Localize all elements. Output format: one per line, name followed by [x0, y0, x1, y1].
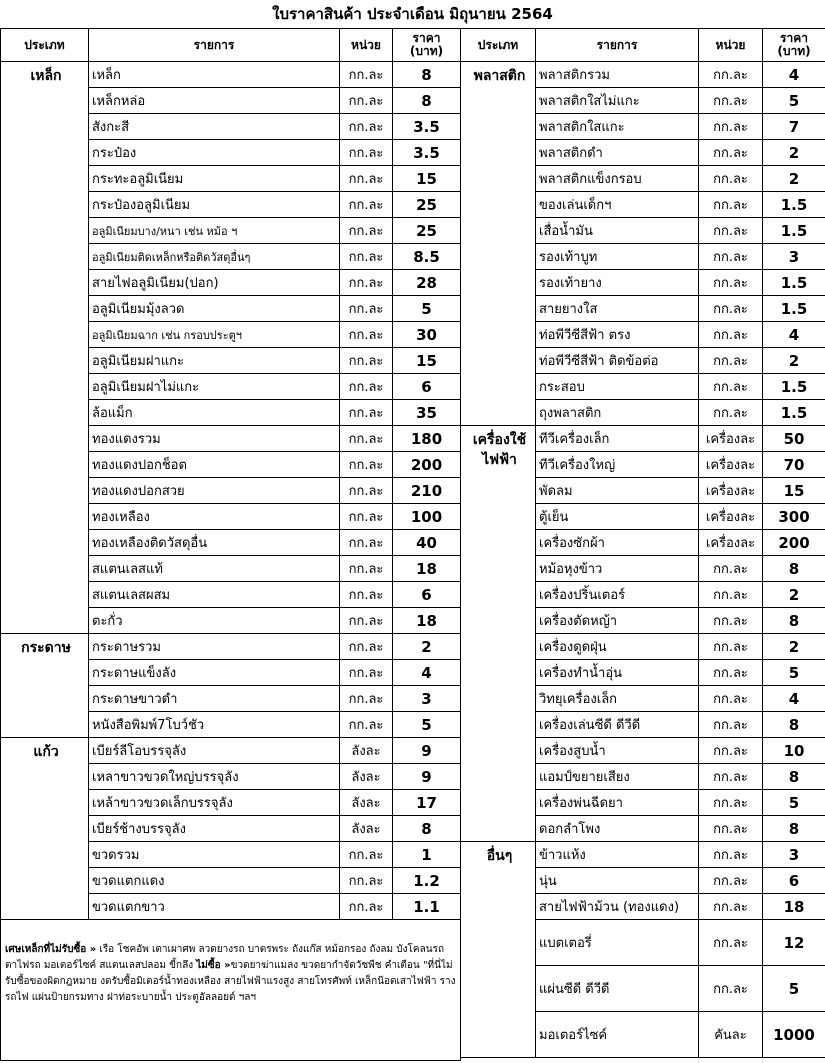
item-price: 8: [763, 712, 825, 738]
category-cell: อื่นๆ: [461, 842, 536, 1058]
item-price: 40: [393, 530, 461, 556]
item-price: 17: [393, 790, 461, 816]
item-price: 25: [393, 192, 461, 218]
item-unit: กก.ละ: [340, 62, 393, 88]
item-price: 180: [393, 426, 461, 452]
item-unit: กก.ละ: [699, 764, 763, 790]
item-price: 28: [393, 270, 461, 296]
item-name: เครื่องทำน้ำอุ่น: [536, 660, 699, 686]
item-name: เครื่องปริ้นเตอร์: [536, 582, 699, 608]
item-name: ขวดแตกขาว: [89, 894, 340, 920]
item-name: เครื่องดูดฝุ่น: [536, 634, 699, 660]
item-name: ทองแดงรวม: [89, 426, 340, 452]
item-name: กระป๋องอลูมิเนียม: [89, 192, 340, 218]
item-price: 4: [763, 62, 825, 88]
item-unit: กก.ละ: [340, 712, 393, 738]
item-unit: กก.ละ: [340, 166, 393, 192]
table-row: [1, 738, 461, 764]
price-header-line2: (บาท): [409, 44, 444, 58]
table-row: [461, 426, 825, 452]
item-name: ทีวีเครื่องเล็ก: [536, 426, 699, 452]
item-name: เหล้าขาวขวดเล็กบรรจุลัง: [89, 790, 340, 816]
notes-cell: [1, 920, 461, 1061]
item-unit: กก.ละ: [699, 712, 763, 738]
item-name: ทองแดงปอกช็อต: [89, 452, 340, 478]
item-unit: กก.ละ: [340, 582, 393, 608]
item-price: 70: [763, 452, 825, 478]
item-name: เบียร์ลีโอบรรจุลัง: [89, 738, 340, 764]
item-unit: กก.ละ: [699, 88, 763, 114]
item-name: เหล็กหล่อ: [89, 88, 340, 114]
item-price: 2: [763, 166, 825, 192]
item-name: หม้อหุงข้าว: [536, 556, 699, 582]
item-unit: กก.ละ: [340, 894, 393, 920]
item-price: 5: [393, 712, 461, 738]
item-name: หนังสือพิมพ์7โบว์ชัว: [89, 712, 340, 738]
item-price: 300: [763, 504, 825, 530]
item-price: 8: [393, 816, 461, 842]
item-unit: กก.ละ: [340, 426, 393, 452]
item-unit: กก.ละ: [699, 62, 763, 88]
item-price: 2: [763, 140, 825, 166]
item-unit: กก.ละ: [340, 374, 393, 400]
item-name: พัดลม: [536, 478, 699, 504]
item-unit: กก.ละ: [699, 582, 763, 608]
item-unit: กก.ละ: [699, 608, 763, 634]
item-price: 12: [763, 920, 825, 966]
item-unit: กก.ละ: [340, 322, 393, 348]
item-price: 4: [393, 660, 461, 686]
item-unit: กก.ละ: [699, 192, 763, 218]
item-name: ของเล่นเด็กฯ: [536, 192, 699, 218]
item-unit: กก.ละ: [699, 816, 763, 842]
item-price: 6: [763, 868, 825, 894]
item-name: ล้อแม็ก: [89, 400, 340, 426]
item-unit: กก.ละ: [699, 140, 763, 166]
item-name: กระป๋อง: [89, 140, 340, 166]
price-header-line2: (บาท): [777, 44, 811, 58]
item-price: 8: [763, 608, 825, 634]
col-header-unit: หน่วย: [340, 29, 393, 62]
item-unit: กก.ละ: [699, 634, 763, 660]
no-buy-label: ไม่ซื้อ »: [196, 960, 231, 971]
category-cell: พลาสติก: [461, 62, 536, 426]
item-name: เครื่องสูบน้ำ: [536, 738, 699, 764]
item-price: 7: [763, 114, 825, 140]
item-name: เบียร์ช้างบรรจุลัง: [89, 816, 340, 842]
table-row: [461, 842, 825, 868]
item-unit: กก.ละ: [699, 920, 763, 966]
item-price: 10: [763, 738, 825, 764]
item-price: 18: [393, 608, 461, 634]
item-unit: กก.ละ: [699, 894, 763, 920]
item-unit: กก.ละ: [340, 530, 393, 556]
item-unit: ลังละ: [340, 764, 393, 790]
item-name: ขวดรวม: [89, 842, 340, 868]
item-price: 200: [393, 452, 461, 478]
item-name: เครื่องพ่นฉีดยา: [536, 790, 699, 816]
item-unit: กก.ละ: [699, 114, 763, 140]
item-name: เครื่องเล่นซีดี ดีวีดี: [536, 712, 699, 738]
item-price: 6: [393, 374, 461, 400]
item-price: 35: [393, 400, 461, 426]
item-unit: กก.ละ: [340, 88, 393, 114]
item-unit: กก.ละ: [340, 608, 393, 634]
item-price: 8.5: [393, 244, 461, 270]
category-cell: แก้ว: [1, 738, 89, 920]
item-price: 8: [763, 816, 825, 842]
item-name: นุ่น: [536, 868, 699, 894]
item-price: 8: [393, 88, 461, 114]
item-price: 18: [763, 894, 825, 920]
item-price: 9: [393, 738, 461, 764]
item-unit: กก.ละ: [340, 504, 393, 530]
item-price: 15: [393, 348, 461, 374]
item-name: ท่อพีวีซีสีฟ้า ตรง: [536, 322, 699, 348]
left-price-table: [0, 28, 461, 1061]
item-name: พลาสติกดำ: [536, 140, 699, 166]
table-row: [461, 62, 825, 88]
col-header-item: รายการ: [536, 29, 699, 62]
table-row: [1, 62, 461, 88]
item-name: แบตเตอรี่: [536, 920, 699, 966]
item-name: ทองเหลืองติดวัสดุอื่น: [89, 530, 340, 556]
item-price: 5: [763, 966, 825, 1012]
item-unit: กก.ละ: [340, 244, 393, 270]
item-unit: เครื่องละ: [699, 504, 763, 530]
item-name: พลาสติกแข็งกรอบ: [536, 166, 699, 192]
item-price: 8: [763, 556, 825, 582]
item-unit: กก.ละ: [699, 322, 763, 348]
right-header-row: [461, 29, 825, 62]
item-price: 6: [393, 582, 461, 608]
item-unit: กก.ละ: [699, 738, 763, 764]
item-unit: กก.ละ: [699, 556, 763, 582]
item-name: กระดาษรวม: [89, 634, 340, 660]
item-name: สายไฟฟ้าม้วน (ทองแดง): [536, 894, 699, 920]
item-unit: กก.ละ: [699, 218, 763, 244]
item-price: 1000: [763, 1012, 825, 1058]
item-unit: กก.ละ: [340, 192, 393, 218]
item-name: ทองเหลือง: [89, 504, 340, 530]
item-price: 1.5: [763, 192, 825, 218]
category-cell: เหล็ก: [1, 62, 89, 634]
item-unit: กก.ละ: [340, 452, 393, 478]
item-name: ถุงพลาสติก: [536, 400, 699, 426]
page-title: ใบราคาสินค้า ประจำเดือน มิถุนายน 2564: [272, 5, 553, 23]
item-unit: กก.ละ: [340, 296, 393, 322]
item-price: 2: [763, 634, 825, 660]
item-name: ดอกลำโพง: [536, 816, 699, 842]
item-price: 5: [763, 88, 825, 114]
item-unit: กก.ละ: [699, 400, 763, 426]
item-unit: ลังละ: [340, 738, 393, 764]
item-name: สายไฟอลูมิเนียม(ปอก): [89, 270, 340, 296]
item-name: สังกะสี: [89, 114, 340, 140]
item-price: 25: [393, 218, 461, 244]
item-price: 2: [393, 634, 461, 660]
item-name: พลาสติกรวม: [536, 62, 699, 88]
item-price: 1.5: [763, 218, 825, 244]
item-unit: กก.ละ: [340, 556, 393, 582]
item-name: อลูมิเนียมฝาไม่แกะ: [89, 374, 340, 400]
item-name: กระสอบ: [536, 374, 699, 400]
item-price: 5: [763, 790, 825, 816]
item-name: เครื่องตัดหญ้า: [536, 608, 699, 634]
table-row: [1, 634, 461, 660]
col-header-unit: หน่วย: [699, 29, 763, 62]
item-name: กระดาษแข็งลัง: [89, 660, 340, 686]
item-unit: กก.ละ: [340, 140, 393, 166]
right-price-table: [460, 28, 825, 1058]
item-unit: กก.ละ: [699, 686, 763, 712]
item-unit: กก.ละ: [699, 166, 763, 192]
item-price: 8: [763, 764, 825, 790]
not-accepted-text: เรือ โชคอัพ เตาเผาศพ ลวดยางรถ บาตรพระ ถังแก๊ส หม้อกรอง ถังลม บังโคลนรถ ตาไฟรถ มอเตอร์ไซค์ สแตนเลสปลอม ขี้กลึง: [5, 944, 444, 971]
item-unit: กก.ละ: [699, 270, 763, 296]
item-name: ตะกั่ว: [89, 608, 340, 634]
item-price: 15: [393, 166, 461, 192]
item-name: ทองแดงปอกสวย: [89, 478, 340, 504]
item-unit: กก.ละ: [340, 634, 393, 660]
item-price: 9: [393, 764, 461, 790]
col-header-type: ประเภท: [461, 29, 536, 62]
item-name: ท่อพีวีซีสีฟ้า ติดข้อต่อ: [536, 348, 699, 374]
item-price: 1.5: [763, 374, 825, 400]
item-unit: กก.ละ: [340, 348, 393, 374]
item-name: ข้าวแห้ง: [536, 842, 699, 868]
item-unit: เครื่องละ: [699, 426, 763, 452]
item-price: 4: [763, 686, 825, 712]
item-unit: เครื่องละ: [699, 478, 763, 504]
item-price: 50: [763, 426, 825, 452]
item-name: แผ่นซีดี ดีวีดี: [536, 966, 699, 1012]
item-price: 210: [393, 478, 461, 504]
item-name: กระทะอลูมิเนียม: [89, 166, 340, 192]
item-name: ตู้เย็น: [536, 504, 699, 530]
item-name: เหล็ก: [89, 62, 340, 88]
item-unit: กก.ละ: [699, 660, 763, 686]
item-price: 5: [393, 296, 461, 322]
item-price: 1.2: [393, 868, 461, 894]
item-name: ขวดแตกแดง: [89, 868, 340, 894]
item-price: 5: [763, 660, 825, 686]
item-price: 3: [763, 244, 825, 270]
item-price: 1: [393, 842, 461, 868]
item-unit: กก.ละ: [699, 296, 763, 322]
item-unit: กก.ละ: [699, 966, 763, 1012]
item-price: 15: [763, 478, 825, 504]
item-name: อลูมิเนียมฝาแกะ: [89, 348, 340, 374]
item-name: ทีวีเครื่องใหญ่: [536, 452, 699, 478]
item-unit: ลังละ: [340, 790, 393, 816]
left-header-row: [1, 29, 461, 62]
item-price: 1.5: [763, 296, 825, 322]
col-header-item: รายการ: [89, 29, 340, 62]
item-unit: กก.ละ: [340, 842, 393, 868]
item-unit: เครื่องละ: [699, 452, 763, 478]
item-name: เครื่องซักผ้า: [536, 530, 699, 556]
item-name: อลูมิเนียมบาง/หนา เช่น หม้อ ฯ: [89, 218, 340, 244]
item-name: เหลาขาวขวดใหญ่บรรจุลัง: [89, 764, 340, 790]
item-name: เสื่อน้ำมัน: [536, 218, 699, 244]
item-unit: กก.ละ: [340, 114, 393, 140]
not-accepted-label: เศษเหล็กที่ไม่รับซื้อ »: [5, 944, 97, 955]
no-buy-text: ขวดยาฆ่าแมลง ขวดยากำจัดวัชพืช คำเตือน "ที่นี่ไม่รับซื้อของผิดกฎหมาย งดรับซื้อมิเตอร์น้ำทองเหลือง สายไฟฟ้าแรงสูง สายโทรศัพท์ เหล็กน๊อตเสาไฟฟ้า รางรถไฟ แผ่นป้ายกรมทาง ฝาท่อระบายน้ำ ประตูอัลลอยด์ ฯลฯ: [5, 960, 456, 1003]
item-unit: เครื่องละ: [699, 530, 763, 556]
item-unit: คันละ: [699, 1012, 763, 1058]
item-unit: กก.ละ: [340, 660, 393, 686]
category-cell: กระดาษ: [1, 634, 89, 738]
item-unit: กก.ละ: [340, 868, 393, 894]
item-price: 3: [763, 842, 825, 868]
item-name: สแตนเลสผสม: [89, 582, 340, 608]
item-unit: กก.ละ: [699, 868, 763, 894]
item-unit: กก.ละ: [699, 244, 763, 270]
item-name: รองเท้ายาง: [536, 270, 699, 296]
item-unit: กก.ละ: [340, 400, 393, 426]
col-header-type: ประเภท: [1, 29, 89, 62]
item-price: 8: [393, 62, 461, 88]
item-name: อลูมิเนียมติดเหล็กหรือติดวัสดุอื่นๆ: [89, 244, 340, 270]
item-name: สายยางใส: [536, 296, 699, 322]
item-unit: กก.ละ: [340, 218, 393, 244]
price-header-line1: ราคา: [412, 31, 441, 45]
item-price: 1.5: [763, 270, 825, 296]
item-price: 3.5: [393, 140, 461, 166]
price-header-line1: ราคา: [780, 31, 808, 45]
item-price: 2: [763, 348, 825, 374]
item-name: พลาสติกใสไม่แกะ: [536, 88, 699, 114]
item-price: 200: [763, 530, 825, 556]
item-unit: กก.ละ: [340, 270, 393, 296]
item-unit: กก.ละ: [340, 686, 393, 712]
item-price: 100: [393, 504, 461, 530]
item-price: 3: [393, 686, 461, 712]
item-name: พลาสติกใสแกะ: [536, 114, 699, 140]
item-price: 1.1: [393, 894, 461, 920]
category-cell: เครื่องใช้ไฟฟ้า: [461, 426, 536, 842]
item-name: กระดาษขาวดำ: [89, 686, 340, 712]
item-price: 4: [763, 322, 825, 348]
item-name: อลูมิเนียมมุ้งลวด: [89, 296, 340, 322]
item-name: แอมป์ขยายเสียง: [536, 764, 699, 790]
item-price: 2: [763, 582, 825, 608]
item-unit: กก.ละ: [340, 478, 393, 504]
item-unit: กก.ละ: [699, 842, 763, 868]
item-price: 30: [393, 322, 461, 348]
item-unit: ลังละ: [340, 816, 393, 842]
item-name: วิทยุเครื่องเล็ก: [536, 686, 699, 712]
item-price: 3.5: [393, 114, 461, 140]
col-header-price: [763, 29, 825, 62]
item-name: รองเท้าบูท: [536, 244, 699, 270]
item-price: 18: [393, 556, 461, 582]
col-header-price: [393, 29, 461, 62]
notes-row: [1, 920, 461, 1061]
item-name: สแตนเลสแท้: [89, 556, 340, 582]
item-price: 1.5: [763, 400, 825, 426]
item-name: มอเตอร์ไซค์: [536, 1012, 699, 1058]
item-unit: กก.ละ: [699, 790, 763, 816]
item-name: อลูมิเนียมฉาก เช่น กรอบประตูฯ: [89, 322, 340, 348]
item-unit: กก.ละ: [699, 374, 763, 400]
item-unit: กก.ละ: [699, 348, 763, 374]
